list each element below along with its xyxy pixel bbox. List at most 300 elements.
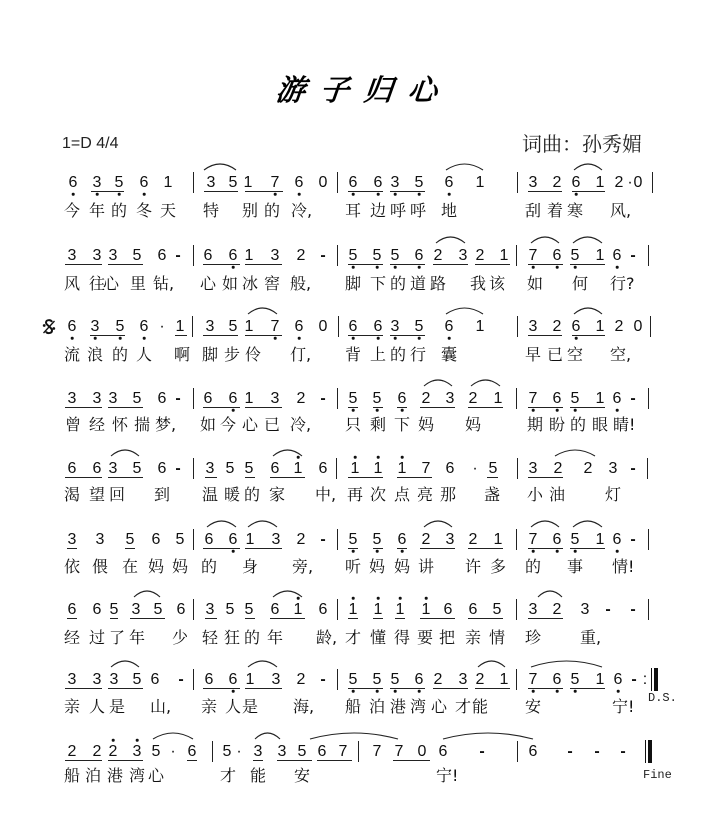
note: 5 <box>414 318 424 335</box>
beam-underline <box>348 407 358 408</box>
note: 5 <box>348 390 358 407</box>
note: 3 <box>205 601 215 618</box>
lyric-syllable: 偎 <box>92 557 109 576</box>
octave-dot-low <box>232 266 235 269</box>
sustain-dash: - <box>567 743 573 760</box>
lyric-syllable: 灯 <box>605 485 622 504</box>
lyric-syllable: 重, <box>580 628 602 647</box>
note: 5 <box>132 460 142 477</box>
lyric-syllable: 渴 <box>64 485 81 504</box>
note: 5 <box>225 460 235 477</box>
octave-dot-low <box>377 193 380 196</box>
sustain-dash: - <box>175 247 181 264</box>
segno-icon <box>41 318 57 336</box>
lyric-syllable: 背 <box>345 345 362 364</box>
octave-dot-low <box>418 690 421 693</box>
lyric-syllable: 能 <box>250 766 267 785</box>
octave-dot-low <box>72 193 75 196</box>
beam-underline <box>130 618 165 619</box>
lyric-syllable: 别 <box>242 201 259 220</box>
octave-dot-low <box>232 550 235 553</box>
lyricist-composer-credit: 词曲：孙秀媚 <box>522 132 642 156</box>
note: 5 <box>151 743 161 760</box>
octave-dot-low <box>448 193 451 196</box>
octave-dot-low <box>532 550 535 553</box>
lyric-syllable: 人 <box>225 697 242 716</box>
slur <box>436 237 465 243</box>
bar-line <box>337 529 338 550</box>
note: 7 <box>528 671 538 688</box>
slur <box>153 733 193 739</box>
sustain-dash: - <box>630 460 636 477</box>
beam-underline <box>433 688 468 689</box>
end-repeat-barline-thick <box>654 668 658 691</box>
lyric-syllable: 点 <box>394 485 411 504</box>
bar-line <box>336 458 337 479</box>
lyric-syllable: 窖 <box>264 274 281 293</box>
lyric-syllable: 心 <box>148 766 165 785</box>
note: 6 <box>157 460 167 477</box>
note: 3 <box>92 390 102 407</box>
beam-underline <box>528 688 563 689</box>
slur <box>574 164 602 170</box>
note: 5 <box>225 601 235 618</box>
slur <box>443 733 533 739</box>
octave-dot-low <box>532 690 535 693</box>
bar-line <box>516 388 517 409</box>
bar-line <box>337 388 338 409</box>
slur <box>555 450 595 456</box>
lyric-syllable: 妈 <box>148 557 165 576</box>
beam-underline <box>108 477 143 478</box>
lyric-syllable: 呼 <box>390 201 407 220</box>
octave-dot-low <box>394 690 397 693</box>
note: 3 <box>528 318 538 335</box>
lyric-syllable: 心 <box>103 274 120 293</box>
note: 3 <box>206 174 216 191</box>
note: 2 <box>92 743 102 760</box>
lyric-syllable: 的 <box>201 557 218 576</box>
augmentation-dot: · <box>627 174 633 191</box>
beam-underline <box>528 335 562 336</box>
octave-dot-low <box>119 337 122 340</box>
octave-dot-low <box>352 690 355 693</box>
lyric-syllable: 轻 <box>202 628 219 647</box>
note: 2 <box>296 671 306 688</box>
note: 1 <box>499 247 509 264</box>
beam-underline <box>570 407 605 408</box>
note: 5 <box>570 390 580 407</box>
beam-underline <box>203 264 240 265</box>
note: 1 <box>175 318 185 335</box>
note: 3 <box>92 671 102 688</box>
lyric-syllable: 梦, <box>155 415 177 434</box>
lyric-syllable: 如 <box>527 274 544 293</box>
beam-underline <box>203 548 240 549</box>
note: 7 <box>372 743 382 760</box>
octave-dot-low <box>418 337 421 340</box>
note: 3 <box>109 671 119 688</box>
note: 6 <box>444 174 454 191</box>
slur <box>531 237 559 243</box>
rest: 0 <box>318 318 328 335</box>
lyric-syllable: 事 <box>567 557 584 576</box>
octave-dot-low <box>418 266 421 269</box>
slur <box>446 308 483 314</box>
bar-line <box>193 599 194 620</box>
note: 2 <box>475 671 485 688</box>
lyric-syllable: 港 <box>390 697 407 716</box>
note: 5 <box>390 671 400 688</box>
octave-dot-low <box>401 409 404 412</box>
note: 3 <box>608 460 618 477</box>
note: 1 <box>245 531 255 548</box>
repeat-dots: : <box>642 671 648 688</box>
lyric-syllable: 的 <box>390 274 407 293</box>
lyric-syllable: 呼 <box>410 201 427 220</box>
slur <box>574 308 602 314</box>
beam-underline <box>570 548 605 549</box>
note: 6 <box>613 671 623 688</box>
beam-underline <box>390 191 425 192</box>
note: 2 <box>475 247 485 264</box>
note: 6 <box>397 390 407 407</box>
lyric-syllable: 才 <box>345 628 362 647</box>
dal-segno-label: D.S. <box>648 691 677 705</box>
note: 7 <box>421 460 431 477</box>
bar-line <box>193 245 194 266</box>
octave-dot-low <box>401 550 404 553</box>
beam-underline <box>390 264 425 265</box>
sustain-dash: - <box>320 390 326 407</box>
slur <box>446 164 483 170</box>
octave-dot-low <box>418 193 421 196</box>
octave-dot-high <box>136 739 139 742</box>
note: 1 <box>245 671 255 688</box>
note: 3 <box>90 318 100 335</box>
rest: 0 <box>633 174 643 191</box>
octave-dot-low <box>352 193 355 196</box>
beam-underline <box>348 477 383 478</box>
lyric-syllable: 脚 <box>345 274 362 293</box>
lyric-syllable: 许 <box>465 557 482 576</box>
note: 5 <box>228 318 238 335</box>
beam-underline <box>175 335 187 336</box>
octave-dot-low <box>394 193 397 196</box>
beam-underline <box>277 760 312 761</box>
lyric-syllable: 何 <box>572 274 589 293</box>
note: 3 <box>445 390 455 407</box>
lyric-syllable: 泊 <box>85 766 102 785</box>
sustain-dash: - <box>594 743 600 760</box>
note: 1 <box>348 601 358 618</box>
lyric-syllable: 狂 <box>224 628 241 647</box>
octave-dot-high <box>354 456 357 459</box>
lyric-syllable: 的 <box>390 345 407 364</box>
lyric-syllable: 盏 <box>484 485 501 504</box>
rest: 0 <box>633 318 643 335</box>
lyric-syllable: 边 <box>370 201 387 220</box>
note: 3 <box>67 247 77 264</box>
lyric-syllable: 才 <box>220 766 237 785</box>
lyric-syllable: 得 <box>394 628 411 647</box>
note: 5 <box>244 460 254 477</box>
beam-underline <box>245 264 282 265</box>
beam-underline <box>420 407 455 408</box>
note: 1 <box>293 601 303 618</box>
beam-underline <box>528 407 563 408</box>
octave-dot-low <box>376 266 379 269</box>
lyric-syllable: 人 <box>89 697 106 716</box>
lyric-syllable: 那 <box>440 485 457 504</box>
bar-line <box>516 599 517 620</box>
beam-underline <box>468 548 503 549</box>
note: 1 <box>373 601 383 618</box>
sustain-dash: - <box>631 671 637 688</box>
note: 2 <box>583 460 593 477</box>
lyric-syllable: 湾 <box>410 697 427 716</box>
beam-underline <box>395 618 405 619</box>
slur <box>531 661 602 667</box>
note: 2 <box>553 460 563 477</box>
lyric-syllable: 珍 <box>525 628 542 647</box>
beam-underline <box>420 618 455 619</box>
lyric-syllable: 怀 <box>112 415 129 434</box>
beam-underline <box>65 407 102 408</box>
beam-underline <box>245 335 282 336</box>
bar-line <box>648 599 649 620</box>
lyric-syllable: 里 <box>130 274 147 293</box>
beam-underline <box>67 548 77 549</box>
fine-label: Fine <box>643 768 672 782</box>
lyric-syllable: 妈 <box>369 557 386 576</box>
lyric-syllable: 行 <box>410 345 427 364</box>
lyric-syllable: 要 <box>417 628 434 647</box>
lyric-syllable: 风, <box>610 201 632 220</box>
lyric-syllable: 风 <box>64 274 81 293</box>
bar-line <box>516 669 517 690</box>
octave-dot-low <box>574 550 577 553</box>
lyric-syllable: 宁! <box>436 766 459 785</box>
beam-underline <box>348 618 358 619</box>
lyric-syllable: 下 <box>394 415 411 434</box>
note: 3 <box>108 390 118 407</box>
bar-line <box>192 316 193 337</box>
note: 2 <box>614 318 624 335</box>
lyric-syllable: 船 <box>345 697 362 716</box>
note: 6 <box>294 174 304 191</box>
note: 6 <box>571 174 581 191</box>
augmentation-dot: · <box>472 460 478 477</box>
octave-dot-low <box>556 550 559 553</box>
bar-line <box>647 458 648 479</box>
note: 3 <box>92 247 102 264</box>
sustain-dash: - <box>620 743 626 760</box>
lyric-syllable: 安 <box>525 697 542 716</box>
lyric-syllable: 心 <box>200 274 217 293</box>
lyric-syllable: 眼 <box>592 415 609 434</box>
lyric-syllable: 懂 <box>370 628 387 647</box>
lyric-syllable: 盼 <box>549 415 566 434</box>
note: 5 <box>348 671 358 688</box>
note: 3 <box>390 174 400 191</box>
note: 2 <box>296 390 306 407</box>
note: 6 <box>270 460 280 477</box>
octave-dot-low <box>232 409 235 412</box>
note: 7 <box>394 743 404 760</box>
note: 1 <box>293 460 303 477</box>
note: 1 <box>595 247 605 264</box>
lyric-syllable: 的 <box>244 485 261 504</box>
note: 6 <box>67 318 77 335</box>
octave-dot-low <box>394 337 397 340</box>
beam-underline <box>572 191 605 192</box>
lyric-syllable: 小 <box>527 485 544 504</box>
bar-line <box>650 316 651 337</box>
octave-dot-low <box>232 690 235 693</box>
octave-dot-low <box>352 409 355 412</box>
note: 7 <box>338 743 348 760</box>
lyric-syllable: 冬 <box>136 201 153 220</box>
lyric-syllable: 海, <box>293 697 315 716</box>
beam-underline <box>90 335 125 336</box>
note: 6 <box>612 390 622 407</box>
beam-underline <box>390 335 425 336</box>
lyric-syllable: 龄, <box>316 628 338 647</box>
note: 6 <box>270 601 280 618</box>
note: 3 <box>95 531 105 548</box>
sustain-dash: - <box>320 531 326 548</box>
sustain-dash: - <box>605 601 611 618</box>
octave-dot-low <box>556 690 559 693</box>
beam-underline <box>528 191 562 192</box>
bar-line <box>193 529 194 550</box>
bar-line <box>337 245 338 266</box>
note: 6 <box>348 174 358 191</box>
note: 3 <box>205 460 215 477</box>
note: 6 <box>204 671 214 688</box>
note: 6 <box>373 318 383 335</box>
sustain-dash: - <box>175 390 181 407</box>
octave-dot-high <box>297 597 300 600</box>
note: 6 <box>318 601 328 618</box>
note: 5 <box>175 531 185 548</box>
note: 5 <box>125 531 135 548</box>
note: 5 <box>488 460 498 477</box>
beam-underline <box>397 548 407 549</box>
lyric-syllable: 家 <box>269 485 286 504</box>
lyric-syllable: 心 <box>431 697 448 716</box>
note: 7 <box>528 390 538 407</box>
beam-underline <box>468 407 503 408</box>
octave-dot-low <box>352 550 355 553</box>
lyric-syllable: 的 <box>112 345 129 364</box>
lyric-syllable: 妈 <box>394 557 411 576</box>
lyric-syllable: 次 <box>370 485 387 504</box>
lyric-syllable: 脚 <box>202 345 219 364</box>
note: 6 <box>228 390 238 407</box>
bar-line <box>648 245 649 266</box>
note: 5 <box>390 247 400 264</box>
beam-underline <box>253 760 263 761</box>
lyric-syllable: 流 <box>64 345 81 364</box>
beam-underline <box>187 760 197 761</box>
note: 6 <box>68 174 78 191</box>
slur <box>134 591 160 597</box>
beam-underline <box>528 618 563 619</box>
note: 6 <box>612 531 622 548</box>
lyric-syllable: 的 <box>264 201 281 220</box>
note: 6 <box>204 531 214 548</box>
note: 3 <box>67 531 77 548</box>
bar-line <box>337 172 338 193</box>
lyric-syllable: 在 <box>122 557 139 576</box>
beam-underline <box>420 548 455 549</box>
note: 6 <box>92 601 102 618</box>
lyric-syllable: 经 <box>64 628 81 647</box>
octave-dot-low <box>143 193 146 196</box>
beam-underline <box>468 618 503 619</box>
note: 1 <box>163 174 173 191</box>
beam-underline <box>245 688 282 689</box>
note: 6 <box>203 390 213 407</box>
note: 1 <box>244 318 254 335</box>
sustain-dash: - <box>479 743 485 760</box>
note: 2 <box>296 247 306 264</box>
slur <box>248 661 277 667</box>
slur <box>573 521 602 527</box>
octave-dot-high <box>399 597 402 600</box>
note: 6 <box>157 247 167 264</box>
augmentation-dot: · <box>236 743 242 760</box>
rest: 0 <box>417 743 427 760</box>
note: 2 <box>552 601 562 618</box>
octave-dot-low <box>616 550 619 553</box>
lyric-syllable: 已 <box>547 345 564 364</box>
note: 3 <box>270 247 280 264</box>
lyric-syllable: 年 <box>129 628 146 647</box>
note: 5 <box>372 390 382 407</box>
bar-line <box>648 529 649 550</box>
bar-line <box>337 669 338 690</box>
key-and-time-signature: 1=D 4/4 <box>62 135 119 152</box>
bar-line <box>517 741 518 762</box>
note: 1 <box>244 247 254 264</box>
note: 1 <box>395 601 405 618</box>
note: 3 <box>528 460 538 477</box>
lyric-syllable: 天 <box>160 201 177 220</box>
beam-underline <box>65 760 102 761</box>
octave-dot-low <box>394 266 397 269</box>
note: 7 <box>270 174 280 191</box>
lyric-syllable: 今 <box>220 415 237 434</box>
octave-dot-low <box>448 337 451 340</box>
note: 1 <box>243 174 253 191</box>
octave-dot-low <box>298 337 301 340</box>
lyric-syllable: 才 <box>455 697 472 716</box>
lyric-syllable: 中, <box>315 485 337 504</box>
lyric-syllable: 仃, <box>290 345 312 364</box>
note: 1 <box>421 601 431 618</box>
lyric-syllable: 路 <box>430 274 447 293</box>
bar-line <box>193 388 194 409</box>
lyric-syllable: 冰 <box>242 274 259 293</box>
octave-dot-high <box>377 597 380 600</box>
beam-underline <box>487 477 498 478</box>
lyric-syllable: 早 <box>525 345 542 364</box>
note: 6 <box>157 390 167 407</box>
beam-underline <box>348 335 383 336</box>
